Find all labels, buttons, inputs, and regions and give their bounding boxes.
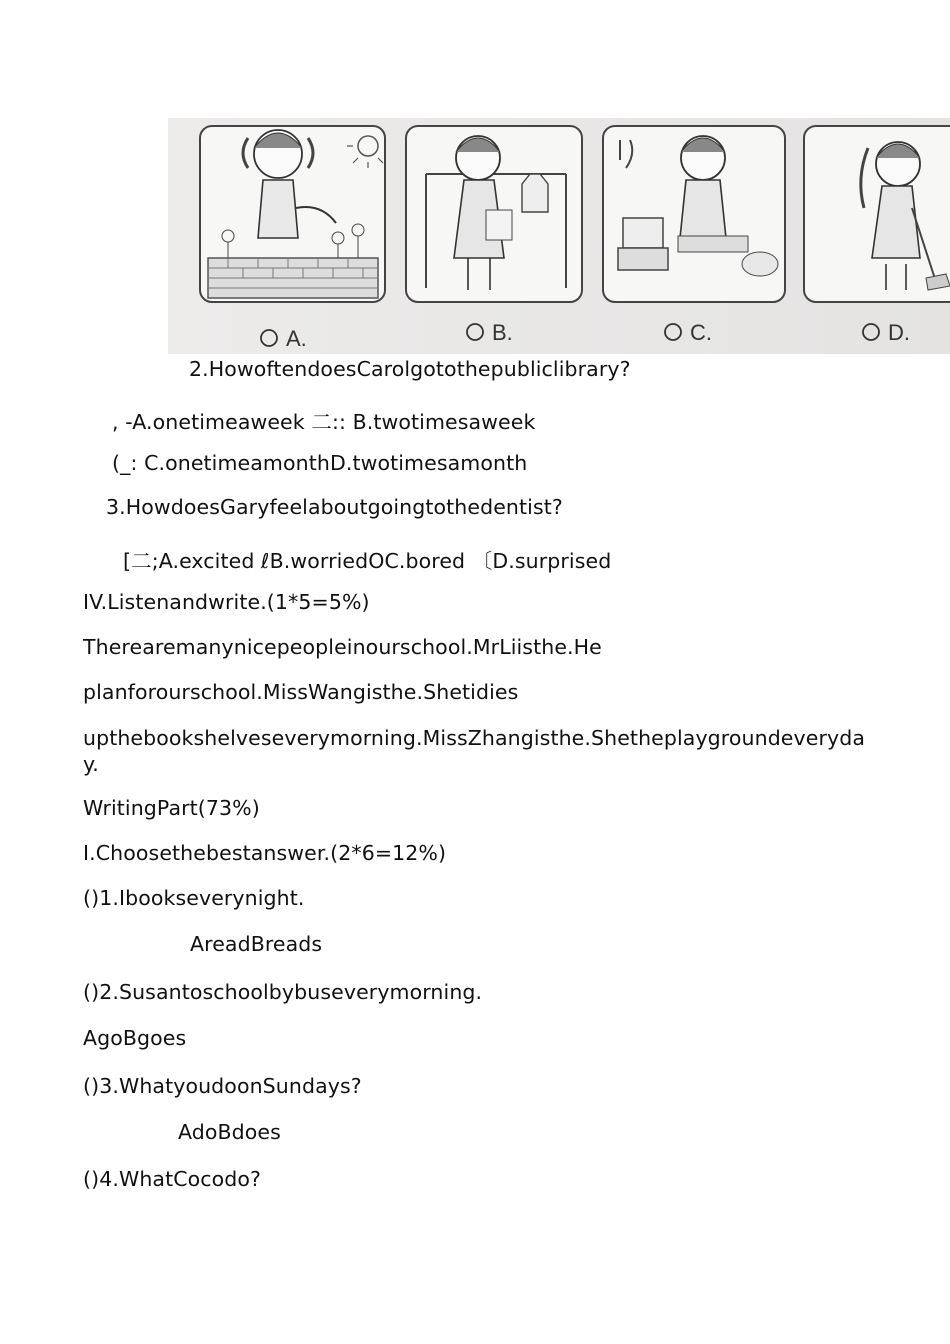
question-2-options-cd: (_: C.onetimeamonthD.twotimesamonth (112, 451, 528, 475)
passage-line-3: upthebookshelveseverymorning.MissZhangisthe.Shetheplaygroundeveryday. (83, 726, 865, 776)
question-3-options: [二;A.excited ℓB.worriedOC.bored 〔D.surprised (123, 549, 612, 573)
writing-part-heading: WritingPart(73%) (83, 796, 260, 820)
option-c-label: C. (690, 320, 712, 345)
mc-question-1-options: AreadBreads (190, 932, 323, 956)
mc-question-1: ()1.Ibookseverynight. (83, 886, 305, 910)
picture-d-sweeping (804, 126, 950, 302)
chores-illustration (168, 118, 950, 354)
section-iv-heading: IV.Listenandwrite.(1*5=5%) (83, 590, 370, 614)
option-b-label: B. (492, 320, 513, 345)
mc-question-2-options: AgoBgoes (83, 1026, 187, 1050)
passage-line-2: planforourschool.MissWangisthe.Shetidies (83, 680, 519, 704)
question-2-options-ab: , -A.onetimeaweek 二:: B.twotimesaweek (112, 410, 536, 434)
section-i-heading: I.Choosethebestanswer.(2*6=12%) (83, 841, 447, 865)
mc-question-3-options: AdoBdoes (178, 1120, 281, 1144)
option-a-label: A. (286, 326, 307, 351)
picture-b-hanging-clothes (406, 126, 582, 302)
passage-line-1: Therearemanynicepeopleinourschool.MrLiisthe.He (83, 635, 602, 659)
mc-question-4: ()4.WhatCocodo? (83, 1167, 262, 1191)
picture-c-cooking (603, 126, 785, 302)
mc-question-2: ()2.Susantoschoolbybuseverymorning. (83, 980, 483, 1004)
mc-question-3: ()3.WhatyoudoonSundays? (83, 1074, 362, 1098)
picture-a-watering-flowers (200, 126, 385, 302)
question-3: 3.HowdoesGaryfeelaboutgoingtothedentist? (106, 495, 563, 519)
option-d-label: D. (888, 320, 910, 345)
question-2: 2.HowoftendoesCarolgotothepubliclibrary? (189, 357, 631, 381)
